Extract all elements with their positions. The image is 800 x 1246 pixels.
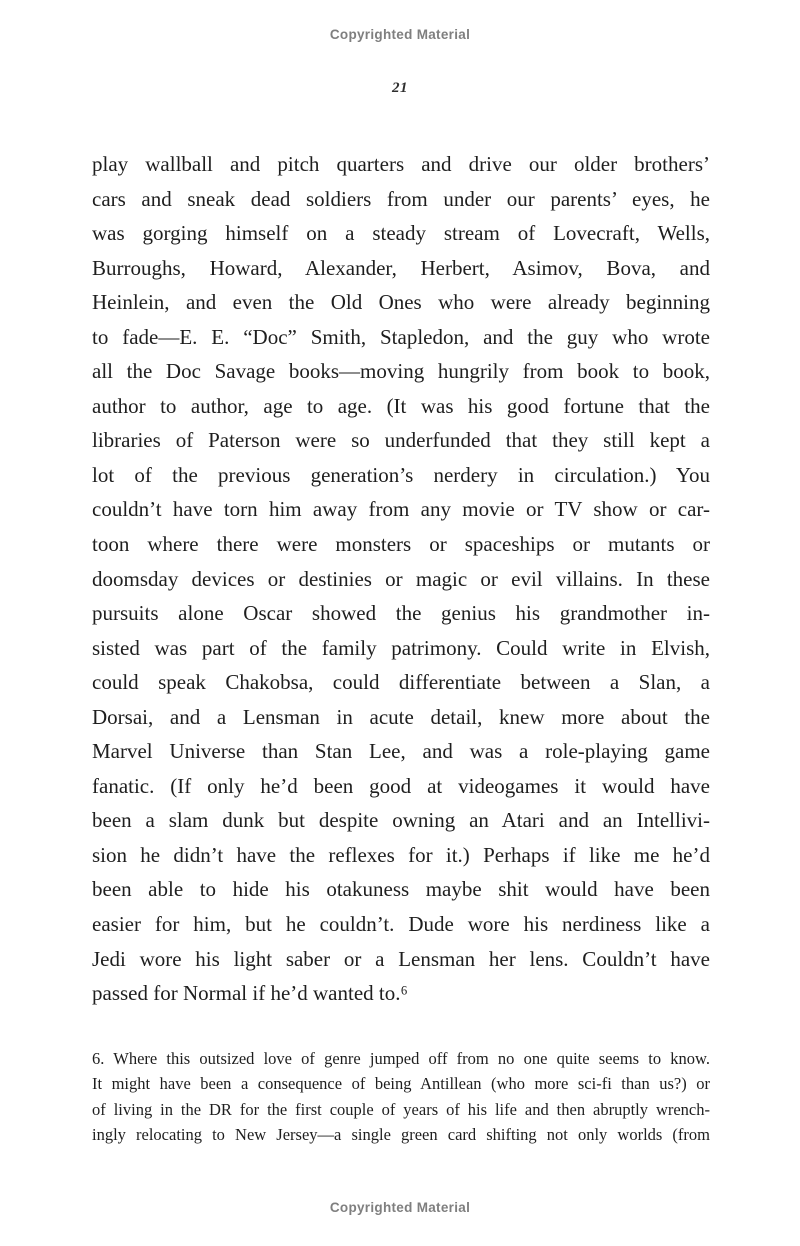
body-line: was gorging himself on a steady stream of Lovecraft, Wells, [92,221,710,246]
body-line: lot of the previous generation’s nerdery in circulation.) You [92,462,710,487]
body-line: easier for him, but he couldn’t. Dude wore his nerdiness like a [92,912,710,937]
body-line: libraries of Paterson were so underfunded that they still kept a [92,428,710,453]
body-line: Jedi wore his light saber or a Lensman her lens. Couldn’t have [92,946,710,971]
body-line: author to author, age to age. (It was his good fortune that the [92,393,710,418]
footnote [92,1046,710,1148]
body-line: pursuits alone Oscar showed the genius his grandmother in- [92,601,710,626]
body-line: doomsday devices or destinies or magic or evil villains. In these [92,566,710,591]
body-line: to fade—E. E. “Doc” Smith, Stapledon, and the guy who wrote [92,324,710,349]
body-line: cars and sneak dead soldiers from under our parents’ eyes, he [92,186,710,211]
footnote-line: ingly relocating to New Jersey—a single green card shifting not only worlds (from [92,1125,710,1145]
body-paragraph [92,147,710,1011]
body-line-last: passed for Normal if he’d wanted to.⁶ [92,981,408,1006]
body-line: sisted was part of the family patrimony. Could write in Elvish, [92,635,710,660]
body-line: been a slam dunk but despite owning an Atari and an Intellivi- [92,808,710,833]
body-line: Marvel Universe than Stan Lee, and was a role-playing game [92,739,710,764]
footnote-line: 6. Where this outsized love of genre jumped off from no one quite seems to know. [92,1049,710,1068]
body-line: Heinlein, and even the Old Ones who were already beginning [92,290,710,315]
copyright-notice-top: Copyrighted Material [329,27,471,42]
body-line: been able to hide his otakuness maybe shit would have been [92,877,710,902]
footnote-line: of living in the DR for the first couple of years of his life and then abruptly wrench- [92,1099,710,1119]
copyright-notice-bottom: Copyrighted Material [329,1200,471,1215]
body-line: toon where there were monsters or spaceships or mutants or [92,532,710,557]
body-line: sion he didn’t have the reflexes for it.) Perhaps if like me he’d [92,842,710,867]
body-line: could speak Chakobsa, could differentiate between a Slan, a [92,670,710,695]
footnote-line: It might have been a consequence of being Antillean (who more sci-fi than us?) or [92,1074,710,1094]
body-line: Burroughs, Howard, Alexander, Herbert, Asimov, Bova, and [92,255,710,280]
body-line: fanatic. (If only he’d been good at videogames it would have [92,773,710,798]
body-line: Dorsai, and a Lensman in acute detail, knew more about the [92,704,710,729]
body-line: play wallball and pitch quarters and drive our older brothers’ [92,152,710,176]
page-number: 21 [392,80,408,96]
body-line: all the Doc Savage books—moving hungrily from book to book, [92,359,710,384]
body-line: couldn’t have torn him away from any movie or TV show or car- [92,497,710,522]
